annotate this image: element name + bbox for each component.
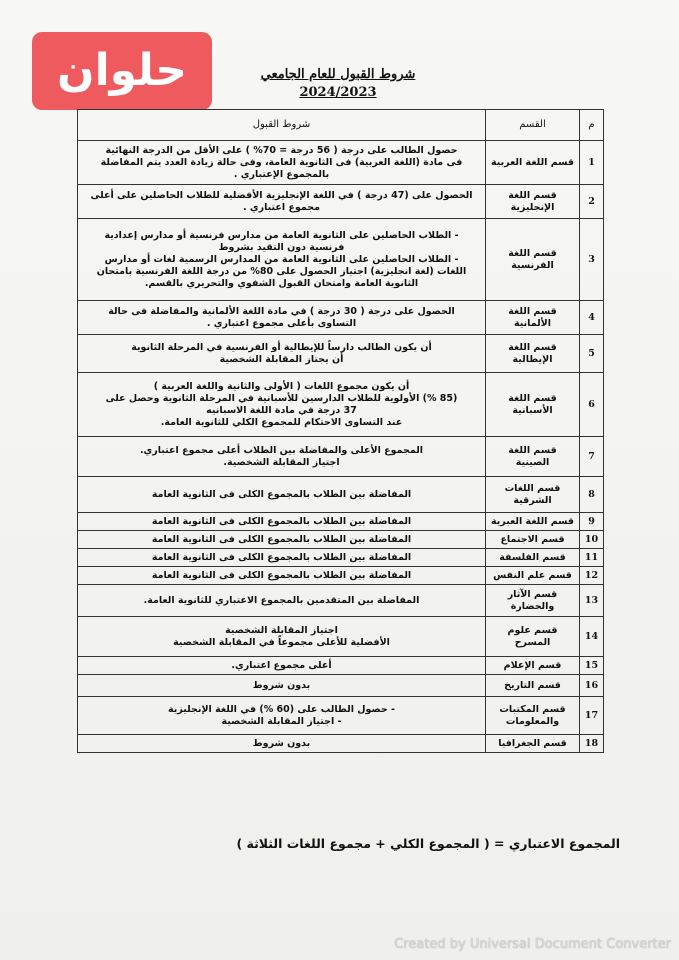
row-department: قسم التاريخ [486, 675, 580, 697]
row-number: 8 [580, 477, 604, 513]
condition-line: بدون شروط [252, 737, 311, 749]
table-row [78, 373, 604, 437]
condition-line: فرنسية دون التقيد بشروط [218, 241, 345, 253]
condition-line: - الطلاب الحاصلين على الثانوية العامة من مدارس فرنسية أو مدارس إعدادية [104, 229, 459, 241]
condition-line: اجتياز المقابلة الشخصية. [223, 456, 340, 468]
table-row [78, 219, 604, 301]
condition-line: بالمجموع الإعتباري . [233, 168, 330, 180]
row-conditions [78, 141, 486, 185]
condition-line: اجتياز المقابلة الشخصية [225, 624, 338, 636]
row-number: 7 [580, 437, 604, 477]
table-row [78, 735, 604, 753]
row-conditions [78, 219, 486, 301]
admission-table [77, 109, 604, 753]
condition-line: المفاضلة بين الطلاب بالمجموع الكلى فى الثانوية العامة [151, 551, 412, 563]
table-row [78, 657, 604, 675]
row-number: 5 [580, 335, 604, 373]
row-conditions [78, 477, 486, 513]
condition-line: المفاضلة بين الطلاب بالمجموع الكلى فى الثانوية العامة [151, 488, 412, 500]
condition-line: المفاضلة بين الطلاب بالمجموع الكلى فى الثانوية العامة [151, 533, 412, 545]
page-title-line: شروط القبول للعام الجامعي 2024/2023 [260, 67, 416, 100]
condition-line: أعلى مجموع اعتباري. [231, 659, 332, 671]
row-department: قسم اللغة الألمانية [486, 301, 580, 335]
footer-formula: المجموع الاعتباري = ( المجموع الكلي + مجموع اللغات الثلاثة ) [236, 836, 620, 851]
row-number: 4 [580, 301, 604, 335]
row-department: قسم اللغة العربية [486, 141, 580, 185]
table-header-row [78, 110, 604, 141]
row-conditions [78, 657, 486, 675]
row-number: 1 [580, 141, 604, 185]
table-row [78, 437, 604, 477]
table-row [78, 335, 604, 373]
condition-line: - الطلاب الحاصلين على الثانوية العامة من المدارس الرسمية لغات أو مدارس [104, 253, 459, 265]
row-number: 17 [580, 697, 604, 735]
table-row [78, 477, 604, 513]
table-row [78, 585, 604, 617]
row-number: 12 [580, 567, 604, 585]
row-department: قسم الجغرافيا [486, 735, 580, 753]
row-conditions [78, 513, 486, 531]
page-title [220, 66, 456, 102]
condition-line: فى مادة (اللغة العربية) فى الثانوية العامة، وفى حالة زيادة العدد يتم المفاضلة [100, 156, 463, 168]
condition-line: مجموع اعتباري . [242, 201, 320, 213]
row-number: 15 [580, 657, 604, 675]
row-number: 9 [580, 513, 604, 531]
row-number: 16 [580, 675, 604, 697]
header-cond: شروط القبول [78, 110, 486, 141]
condition-line: 37 درجة في مادة اللغة الاسبانيه [206, 404, 357, 416]
condition-line: أن يكون الطالب دارساً للإيطالية أو الفرنسية في المرحلة الثانوية [131, 341, 432, 353]
table-row [78, 549, 604, 567]
condition-line: الحصول على (47 درجة ) في اللغة الإنجليزية الأفضلية للطلاب الحاصلين على أعلى [90, 189, 473, 201]
row-department: قسم الفلسفة [486, 549, 580, 567]
table-row [78, 531, 604, 549]
row-conditions [78, 437, 486, 477]
condition-line: بدون شروط [252, 679, 311, 691]
watermark: Created by Universal Document Converter [394, 937, 671, 952]
condition-line: الحصول على درجة ( 30 درجة ) في مادة اللغة الألمانية والمفاضلة فى حالة [108, 305, 455, 317]
row-conditions [78, 301, 486, 335]
row-department: قسم اللغة الصينية [486, 437, 580, 477]
row-conditions [78, 585, 486, 617]
row-number: 6 [580, 373, 604, 437]
condition-line: عند التساوى الاحتكام للمجموع الكلي للثانوية العامة. [160, 416, 403, 428]
condition-line: الثانوية العامة وامتحان القبول الشفوي والتحريري بالقسم. [144, 277, 419, 289]
row-number: 18 [580, 735, 604, 753]
condition-line: (85 %) الأولوية للطلاب الدارسين للأسبانية في المرحلة الثانوية وحصل على [105, 392, 458, 404]
table-row [78, 141, 604, 185]
row-conditions [78, 735, 486, 753]
table-body [78, 141, 604, 753]
row-number: 10 [580, 531, 604, 549]
row-number: 11 [580, 549, 604, 567]
row-number: 3 [580, 219, 604, 301]
condition-line: أن يجتاز المقابلة الشخصية [219, 353, 344, 365]
row-conditions [78, 549, 486, 567]
row-number: 13 [580, 585, 604, 617]
row-conditions [78, 335, 486, 373]
row-department: قسم اللغة الفرنسية [486, 219, 580, 301]
row-department: قسم اللغة الإنجليزية [486, 185, 580, 219]
row-conditions [78, 185, 486, 219]
row-department: قسم اللغة الأسبانية [486, 373, 580, 437]
table-row [78, 185, 604, 219]
condition-line: المفاضلة بين المتقدمين بالمجموع الاعتباري للثانوية العامة. [143, 594, 420, 606]
row-department: قسم علم النفس [486, 567, 580, 585]
header-num: م [580, 110, 604, 141]
table-row [78, 513, 604, 531]
condition-line: المجموع الأعلى والمفاضلة بين الطلاب أعلى مجموع اعتباري. [139, 444, 424, 456]
row-department: قسم اللغة الإيطالية [486, 335, 580, 373]
condition-line: التساوى بأعلى مجموع اعتباري . [206, 317, 357, 329]
table-row [78, 301, 604, 335]
condition-line: - حصول الطالب على (60 %) في اللغة الإنجليزية [168, 703, 395, 715]
row-department: قسم الآثار والحضارة [486, 585, 580, 617]
row-number: 14 [580, 617, 604, 657]
table-row [78, 617, 604, 657]
row-department: قسم الاجتماع [486, 531, 580, 549]
row-conditions [78, 697, 486, 735]
table-row [78, 697, 604, 735]
row-conditions [78, 531, 486, 549]
table-row [78, 675, 604, 697]
row-number: 2 [580, 185, 604, 219]
condition-line: - اجتياز المقابلة الشخصية [221, 715, 342, 727]
row-department: قسم اللغات الشرقية [486, 477, 580, 513]
row-department: قسم علوم المسرح [486, 617, 580, 657]
row-department: قسم الإعلام [486, 657, 580, 675]
row-conditions [78, 373, 486, 437]
header-dept: القسم [486, 110, 580, 141]
condition-line: المفاضلة بين الطلاب بالمجموع الكلى فى الثانوية العامة [151, 569, 412, 581]
row-conditions [78, 567, 486, 585]
row-department: قسم المكتبات والمعلومات [486, 697, 580, 735]
table-row [78, 567, 604, 585]
condition-line: الأفضلية للأعلى مجموعاً في المقابلة الشخصية [173, 636, 390, 648]
brand-badge: حلوان [32, 32, 212, 110]
condition-line: اللغات (لغة انجليزية) اجتياز الحصول على 80% من درجة اللغة الفرنسية بامتحان [96, 265, 467, 277]
condition-line: المفاضلة بين الطلاب بالمجموع الكلى فى الثانوية العامة [151, 515, 412, 527]
row-department: قسم اللغة العبرية [486, 513, 580, 531]
condition-line: حصول الطالب على درجة ( 56 درجة = 70% ) على الأقل من الدرجة النهائية [105, 144, 458, 156]
row-conditions [78, 675, 486, 697]
row-conditions [78, 617, 486, 657]
condition-line: أن يكون مجموع اللغات ( الأولى والثانية واللغة العربية ) [153, 380, 410, 392]
